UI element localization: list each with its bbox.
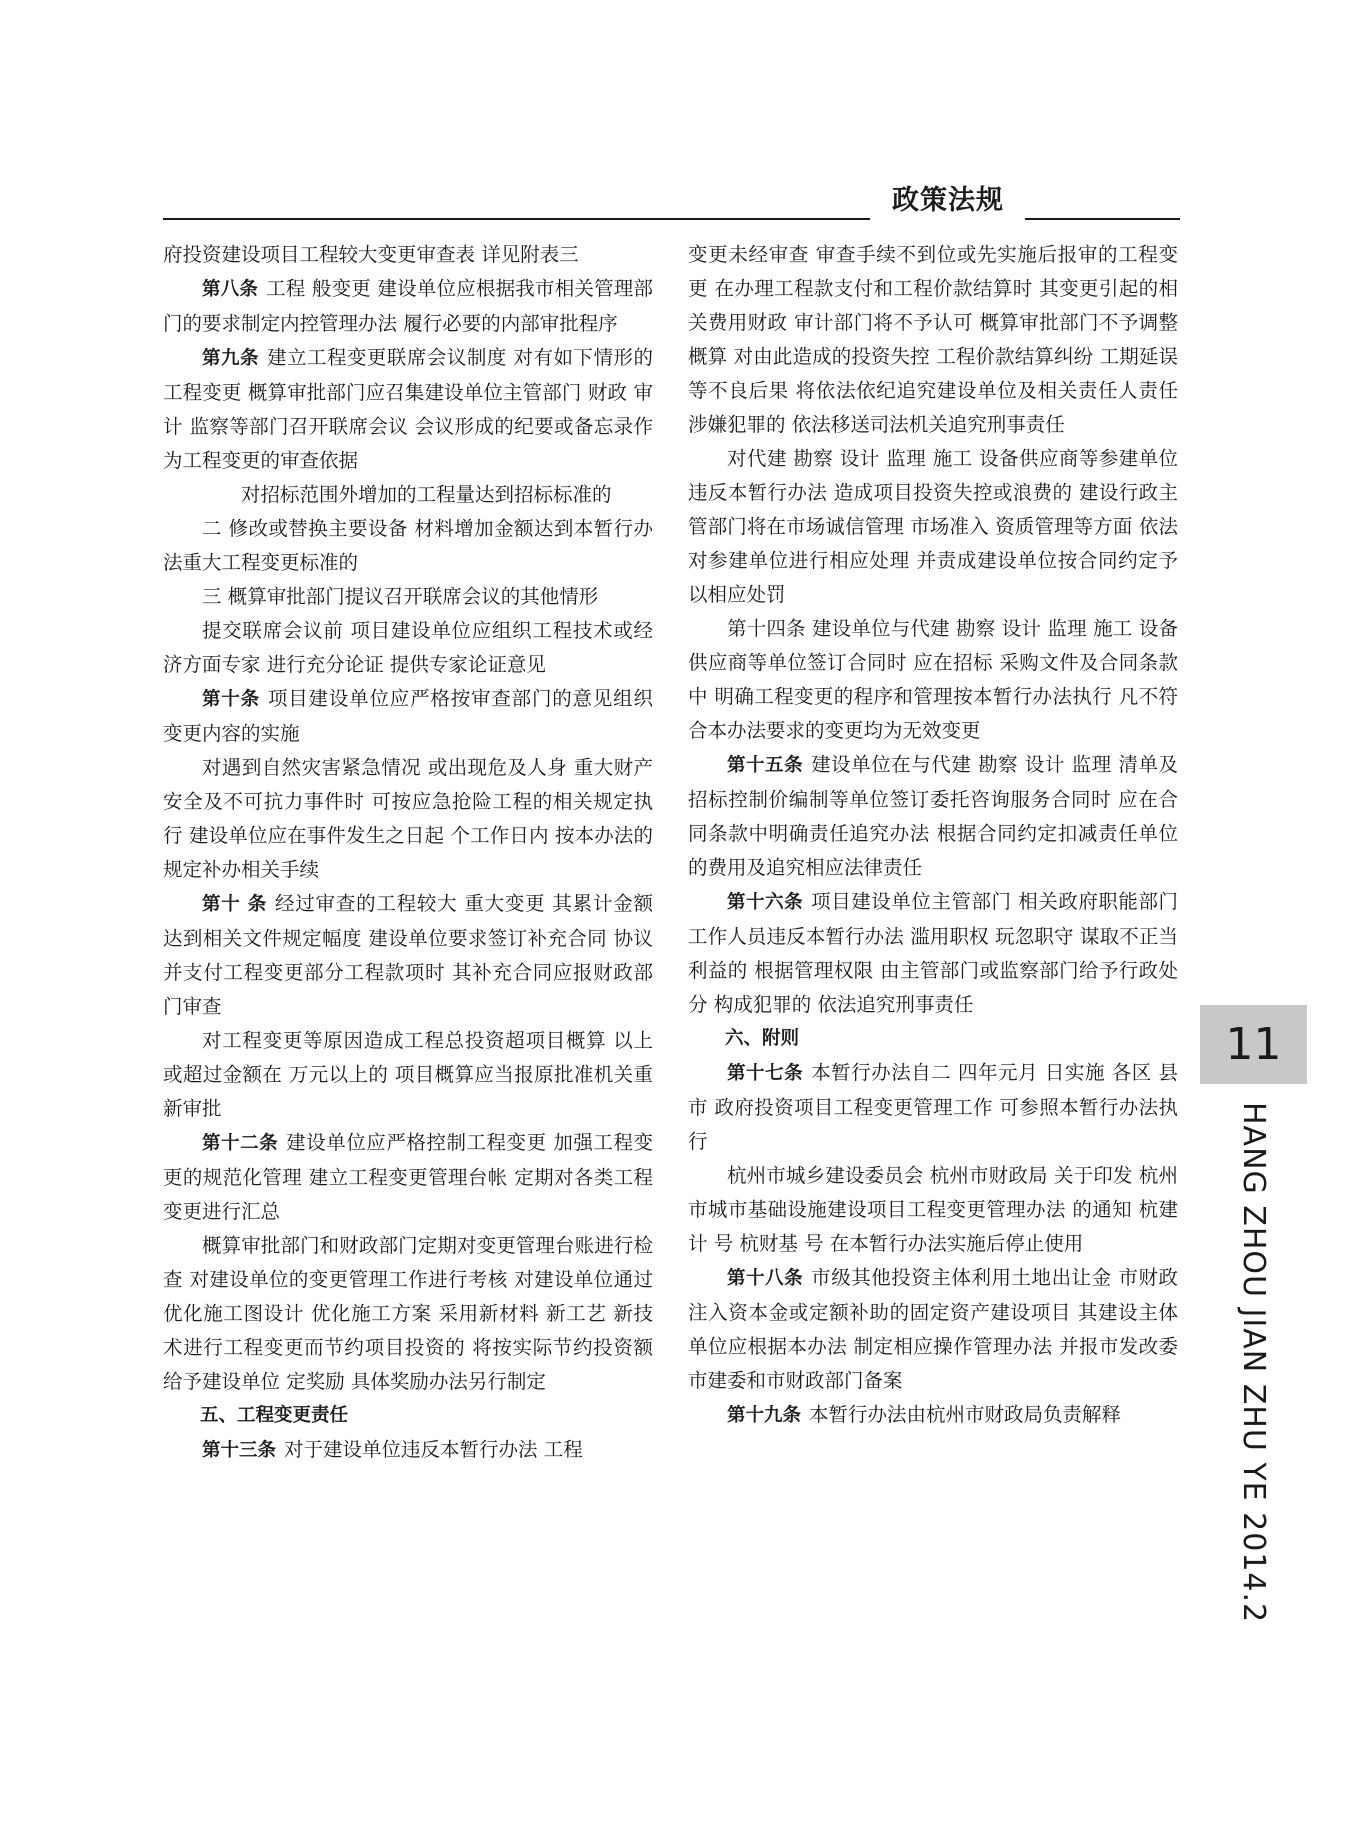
body-paragraph: 三 概算审批部门提议召开联席会议的其他情形 bbox=[202, 585, 599, 608]
article-paragraph bbox=[688, 1261, 1178, 1398]
section-heading: 六、附则 bbox=[725, 1028, 800, 1049]
body-paragraph: 对代建 勘察 设计 监理 施工 设备供应商等参建单位违反本暂行办法 造成项目投资失控或浪费的 建设行政主管部门将在市场诚信管理 市场准入 资质管理等方面 依法对参建单位进行相应处理 并责成建设单位按合同约定予以相应处罚 bbox=[688, 447, 1178, 606]
header-rule-left bbox=[163, 218, 870, 220]
article-paragraph bbox=[688, 885, 1178, 1022]
article-paragraph bbox=[688, 1398, 1178, 1433]
article-label: 第十五条 bbox=[727, 755, 804, 776]
article-paragraph bbox=[163, 341, 653, 478]
left-column bbox=[163, 238, 653, 1468]
header-rule-right bbox=[1025, 218, 1180, 220]
article-label: 第十三条 bbox=[202, 1440, 277, 1461]
body-paragraph: 府投资建设项目工程较大变更审查表 详见附表三 bbox=[163, 243, 579, 266]
body-paragraph: 提交联席会议前 项目建设单位应组织工程技术或经济方面专家 进行充分论证 提供专家论证意见 bbox=[163, 619, 653, 676]
page-number-tab bbox=[1200, 1005, 1307, 1084]
article-label: 第十六条 bbox=[727, 892, 804, 913]
page-number: 11 bbox=[1225, 1019, 1282, 1070]
right-column bbox=[688, 238, 1178, 1433]
article-label: 第十八条 bbox=[727, 1268, 804, 1289]
section-heading: 五、工程变更责任 bbox=[200, 1405, 349, 1426]
body-paragraph: 概算审批部门和财政部门定期对变更管理台账进行检查 对建设单位的变更管理工作进行考核 对建设单位通过优化施工图设计 优化施工方案 采用新材料 新工艺 新技术进行工程变更而节约项目投资的 将按实际节约投资额给予建设单位 定奖励 具体奖励办法另行制定 bbox=[163, 1234, 653, 1393]
article-text: 对于建设单位违反本暂行办法 工程 bbox=[284, 1438, 583, 1461]
body-paragraph: 对招标范围外增加的工程量达到招标标准的 bbox=[241, 483, 612, 506]
article-text: 建设单位在与代建 勘察 设计 监理 清单及招标控制价编制等单位签订委托咨询服务合同时 应在合同条款中明确责任追究办法 根据合同约定扣减责任单位的费用及追究相应法律责任 bbox=[688, 753, 1178, 879]
article-label: 第十二条 bbox=[202, 1133, 279, 1154]
article-label: 第九条 bbox=[202, 348, 259, 369]
body-paragraph: 第十四条 建设单位与代建 勘察 设计 监理 施工 设备供应商等单位签订合同时 应在招标 采购文件及合同条款中 明确工程变更的程序和管理按本暂行办法执行 凡不符合本办法要求的变更均为无效变更 bbox=[688, 617, 1178, 742]
section-title: 政策法规 bbox=[892, 185, 1004, 216]
article-text: 本暂行办法由杭州市财政局负责解释 bbox=[809, 1403, 1122, 1426]
article-label: 第十七条 bbox=[727, 1063, 804, 1084]
article-text: 本暂行办法自二 四年元月 日实施 各区 县 市 政府投资项目工程变更管理工作 可参照本暂行办法执行 bbox=[688, 1061, 1178, 1153]
article-text: 项目建设单位主管部门 相关政府职能部门工作人员违反本暂行办法 滥用职权 玩忽职守 谋取不正当利益的 根据管理权限 由主管部门或监察部门给予行政处分 构成犯罪的 依法追究刑事责任 bbox=[688, 890, 1178, 1016]
article-paragraph bbox=[163, 1433, 653, 1468]
article-text: 工程 般变更 建设单位应根据我市相关管理部门的要求制定内控管理办法 履行必要的内部审批程序 bbox=[163, 277, 653, 335]
running-footer: HANG ZHOU JIAN ZHU YE 2014.2 bbox=[1236, 1102, 1271, 1624]
article-paragraph bbox=[163, 1126, 653, 1229]
article-paragraph bbox=[163, 272, 653, 341]
article-text: 经过审查的工程较大 重大变更 其累计金额达到相关文件规定幅度 建设单位要求签订补充合同 协议 并支付工程变更部分工程款项时 其补充合同应报财政部门审查 bbox=[163, 892, 653, 1018]
article-label: 第十九条 bbox=[727, 1405, 802, 1426]
article-text: 项目建设单位应严格按审查部门的意见组织变更内容的实施 bbox=[163, 687, 653, 745]
article-paragraph bbox=[163, 887, 653, 1024]
body-paragraph: 对工程变更等原因造成工程总投资超项目概算 以上或超过金额在 万元以上的 项目概算应当报原批准机关重新审批 bbox=[163, 1029, 653, 1120]
article-text: 建立工程变更联席会议制度 对有如下情形的工程变更 概算审批部门应召集建设单位主管部门 财政 审计 监察等部门召开联席会议 会议形成的纪要或备忘录作为工程变更的审查依据 bbox=[163, 346, 653, 472]
article-label: 第八条 bbox=[202, 279, 259, 300]
article-label: 第十条 bbox=[202, 689, 260, 710]
body-paragraph: 对遇到自然灾害紧急情况 或出现危及人身 重大财产安全及不可抗力事件时 可按应急抢险工程的相关规定执行 建设单位应在事件发生之日起 个工作日内 按本办法的规定补办相关手续 bbox=[163, 756, 653, 881]
body-paragraph: 变更未经审查 审查手续不到位或先实施后报审的工程变更 在办理工程款支付和工程价款结算时 其变更引起的相关费用财政 审计部门将不予认可 概算审批部门不予调整概算 对由此造成的投资失控 工程价款结算纠纷 工期延误等不良后果 将依法依纪追究建设单位及相关责任人责任 涉嫌犯罪的 依法移送司法机关追究刑事责任 bbox=[688, 243, 1178, 436]
body-paragraph: 杭州市城乡建设委员会 杭州市财政局 关于印发 杭州市城市基础设施建设项目工程变更管理办法 的通知 杭建计 号 杭财基 号 在本暂行办法实施后停止使用 bbox=[688, 1164, 1178, 1255]
article-paragraph bbox=[688, 1056, 1178, 1159]
article-text: 建设单位应严格控制工程变更 加强工程变更的规范化管理 建立工程变更管理台帐 定期对各类工程变更进行汇总 bbox=[163, 1131, 653, 1223]
article-paragraph bbox=[688, 748, 1178, 885]
article-text: 市级其他投资主体利用土地出让金 市财政注入资本金或定额补助的固定资产建设项目 其建设主体单位应根据本办法 制定相应操作管理办法 并报市发改委 市建委和市财政部门备案 bbox=[688, 1266, 1178, 1392]
article-paragraph bbox=[163, 682, 653, 751]
article-label: 第十 条 bbox=[202, 894, 268, 915]
body-paragraph: 二 修改或替换主要设备 材料增加金额达到本暂行办 法重大工程变更标准的 bbox=[163, 517, 653, 574]
